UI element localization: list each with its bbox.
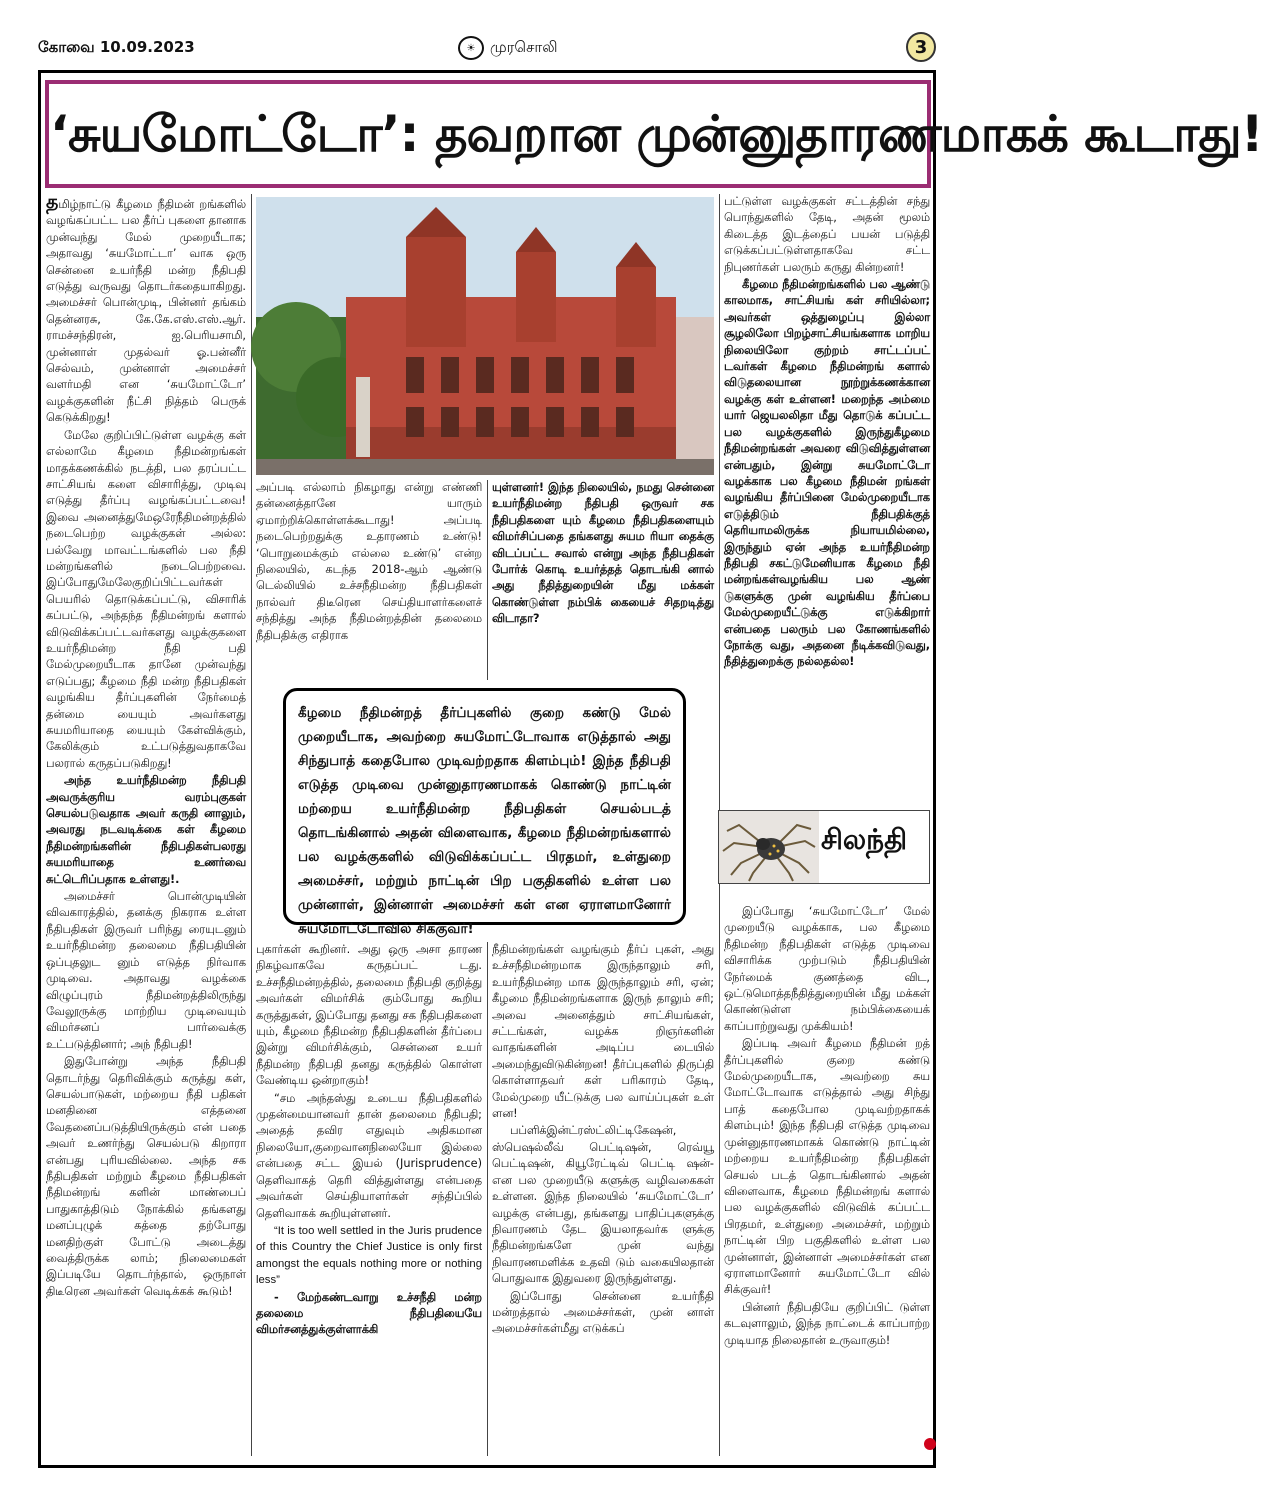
paragraph: பப்ளிக்இன்ட்ரஸ்ட்லிட்டிகேஷன், ஸ்பெஷல்லீவ் பெட்டிஷன், ரெவ்யூ பெட்டிஷன், கியூரேட்டிவ் பெட்டி ஷன்- என பல முறையீடு களுக்கு வழிவகைகள் உள்ளன. இந்த நிலையில் ‘சுயமோட்டோ’ வழக்கு என்பது, தங்களது பாதிப்புகளுக்கு நிவாரணம் தேட இயலாதவர்க ளுக்கு நீதிமன்றங்களே முன் வந்து நிவாரணமளிக்க உதவி டும் வகையிலதான் பொதுவாக இதுவரை இருந்துள்ளது. bbox=[492, 1124, 714, 1286]
paragraph: தமிழ்நாட்டு கீழமை நீதிமன் றங்களில் வழங்கப்பட்ட பல தீர்ப் புகளை தானாக முன்வந்து மேல் முறையீடாக; அதாவது ‘சுயமோட்டா’ வாக ஒரு சென்னை உயர்நீதி மன்ற நீதிபதி எடுத்து வருவது தொடர்கதையாகிறது. அமைச்சர் பொன்முடி, பின்னர் தங்கம் தென்னரசு, கே.கே.எஸ்.எஸ்.ஆர். ராமச்சந்திரன், ஐ.பெரியசாமி, முன்னாள் முதல்வர் ஓ.பன்னீர் செல்வம், முன்னாள் அமைச்சர் வளர்மதி என ‘சுயமோட்டோ’ வழக்குகளின் நீட்சி நித்தம் பெருக் கெடுக்கிறது! bbox=[46, 191, 246, 425]
column-divider bbox=[487, 942, 488, 1456]
page-number-badge: 3 bbox=[906, 32, 936, 62]
author-pen-name: சிலந்தி bbox=[821, 823, 908, 856]
paragraph-bold: - மேற்கண்டவாறு உச்சநீதி மன்ற தலைமை நீதிபதியையே விமர்சனத்துக்குள்ளாக்கி bbox=[256, 1290, 482, 1337]
paragraph: “சம அந்தஸ்து உடைய நீதிபதிகளில் முதன்மையானவர் தான் தலைமை நீதிபதி; அதைத் தவிர எதுவும் அதிகமான நிலையோ,குறைவானநிலையோ இல்லை என்பதை சட்ட இயல் (Jurisprudence) தெளிவாகத் தெரி வித்துள்ளது என்பதை அவர்கள் செய்தியாளர்கள் சந்திப்பில் தெளிவாகக் கூறியுள்ளனர். bbox=[256, 1091, 482, 1220]
page-header bbox=[38, 30, 936, 66]
column-divider bbox=[487, 480, 488, 680]
paragraph: அப்படி எல்லாம் நிகழாது என்று எண்ணி தன்னைத்தானே யாரும் ஏமாற்றிக்கொள்ளக்கூடாது! அப்படி நடைபெற்றதுக்கு உதாரணம் உண்டு! ‘பொறுமைக்கும் எல்லை உண்டு’ என்ற நிலையில், கடந்த 2018-ஆம் ஆண்டு டெல்லியில் உச்சநீதிமன்ற நீதிபதிகள் நால்வர் திடீரென செய்தியாளர்களைச் சந்தித்து அந்த நீதிமன்றத்தின் தலைமை நீதிபதிக்கு எதிராக bbox=[256, 481, 482, 642]
paper-name: முரசொலி bbox=[490, 38, 558, 56]
paragraph-bold: கீழமை நீதிமன்றங்களில் பல ஆண்டு காலமாக, சாட்சியங் கள் சரியில்லா; அவர்கள் ஒத்துழைப்பு இல்லா சூழலிலோ பிறழ்சாட்சியங்களாக மாறிய நிலையிலோ குற்றம் சாட்டப்பட் டவர்கள் கீழமை நீதிமன்றங் களால் விடுதலையான நூற்றுக்கணக்கான வழக்கு கள் உள்ளன! மறைந்த அம்மை யார் ஜெயலலிதா மீது தொடுக் கப்பட்ட பல வழக்குகளில் இருந்துகீழமை நீதிமன்றங்கள் அவரை விடுவித்துள்ளன என்பதும், இன்று சுயமோட்டோ வழக்காக பல கீழமை நீதிமன் றங்கள் வழங்கிய தீர்ப்பினை மேல்முறையீடாக எடுத்திடும் நீதிபதிக்குத் தெரியாமலிருக்க நியாயமில்லை, இருந்தும் ஏன் அந்த உயர்நீதிமன்ற நீதிபதி சகட்டுமேனியாக கீழமை நீதி மன்றங்கள்வழங்கிய பல ஆண் டுகளுக்கு முன் வழங்கிய தீர்ப்பை மேல்முறையீட்டுக்கு எடுக்கிறார் என்பதை பலரும் பல கோணங்களில் நோக்கு வது, அதனை நீடிக்கவிடுவது, நீதித்துறைக்கு நல்லதல்ல! bbox=[724, 278, 930, 669]
pull-quote-box: கீழமை நீதிமன்றத் தீர்ப்புகளில் குறை கண்டு மேல் முறையீடாக, அவற்றை சுயமோட்டோவாக எடுத்தால் அது சிந்துபாத் கதைபோல முடிவற்றதாக கிளம்பும்! இந்த நீதிபதி எடுத்த முடிவை முன்னுதாரணமாகக் கொண்டு நாட்டின் மற்றைய உயர்நீதிமன்ற நீதிபதிகள் செயல்படத் தொடங்கினால் அதன் விளைவாக, கீழமை நீதிமன்றங்களால் பல வழக்குகளில் விடுவிக்கப்பட்ட பிரதமர், உள்துறை அமைச்சர், மற்றும் நாட்டின் பிற பகுதிகளில் உள்ள பல முன்னாள், இன்னாள் அமைச்சர் கள் என ஏராளமானோர் சுயமோட்டோவில் சிக்குவர்! bbox=[283, 688, 686, 925]
paragraph-bold: அந்த உயர்நீதிமன்ற நீதிபதி அவருக்குரிய வரம்புகுகள் செயல்படுவதாக அவர் கருதி னாலும், அவரது நடவடிக்கை கள் கீழமை நீதிமன்றங்களின் நீதிபதிகள்பலரது சுயமரியாதை உணர்வை சுட்டெரிப்பதாக உள்ளது!. bbox=[46, 774, 246, 886]
paragraph: இப்போது சென்னை உயர்நீதி மன்றத்தால் அமைச்சர்கள், முன் னாள் அமைச்சர்கள்மீது எடுக்கப் bbox=[492, 1289, 714, 1336]
building-illustration bbox=[256, 197, 714, 475]
rising-sun-logo-icon: ☀ bbox=[458, 36, 484, 60]
article-column-2-top bbox=[256, 480, 482, 680]
high-court-building-photo bbox=[256, 197, 714, 475]
paragraph: இப்போது ‘சுயமோட்டோ’ மேல் முறையீடு வழக்காக, பல கீழமை நீதிமன்ற நீதிபதிகள் எடுத்த முடிவை விசாரிக்க முற்படும் நீதிபதியின் நேர்மைக் குணத்தை விட, ஒட்டுமொத்தநீதித்துறையின் மீது மக்கள் கொண்டுள்ள நம்பிக்கையைக் காப்பாற்றுவது முக்கியம்! bbox=[724, 905, 930, 1033]
paragraph: புகார்கள் கூறினர். அது ஒரு அசா தாரண நிகழ்வாகவே கருதப்பட் டது. உச்சநீதிமன்றத்தில், தலைமை நீதிபதி குறித்து அவர்கள் விமர்சிக் கும்போது கூறிய கருத்துகள், இப்போது தனது சக நீதிபதிகளை யும், கீழமை நீதிமன்ற நீதிபதிகளின் தீர்ப்பை இன்று விமர்சிக்கும், சென்னை உயர் நீதிமன்ற நீதிபதி தனது கருத்தில் கொள்ள வேண்டிய ஒன்றாகும்! bbox=[256, 943, 482, 1088]
column-divider bbox=[251, 194, 252, 1456]
article-column-2-bottom bbox=[256, 942, 482, 1458]
paragraph: அமைச்சர் பொன்முடியின் விவகாரத்தில், தனக்கு நிகராக உள்ள நீதிபதிகள் இருவர் பரிந்து ரையுடனும் உயர்நீதிமன்ற தலைமை நீதிபதியின் ஒப்புதலுட னும் எடுத்த நிர்வாக முடிவை. அதாவது வழக்கை விழுப்புரம் நீதிமன்றத்திலிருந்து வேலூருக்கு மாற்றிய முடிவையும் விமர்சனப் பார்வைக்கு உட்படுத்தினார்; அந் நீதிபதி! bbox=[46, 890, 246, 1051]
paragraph: பின்னர் நீதிபதியே குறிப்பிட் டுள்ள கடவுளாலும், இந்த நாட்டைக் காப்பாற்ற முடியாத நிலைதான் உருவாகும்! bbox=[724, 1300, 930, 1347]
author-byline-box bbox=[718, 810, 930, 884]
end-mark-dot bbox=[924, 1438, 936, 1450]
headline: ‘சுயமோட்டோ’: தவறான முன்னுதாரணமாகக் கூடாது! bbox=[50, 105, 1263, 163]
drop-cap: த bbox=[46, 191, 59, 213]
paragraph-bold: யுள்ளனர்! இந்த நிலையில், நமது சென்னை உயர்நீதிமன்ற நீதிபதி ஒருவர் சக நீதிபதிகளை யும் கீழமை நீதிபதிகளையும் விமர்சிப்பதை தங்களது சுயம ரியா தைக்கு விடப்பட்ட சவால் என்று அந்த நீதிபதிகள் போர்க் கொடி உயர்த்தத் தொடங்கி னால் அது நீதித்துறையின் மீது மக்கள் கொண்டுள்ள நம்பிக் கையைச் சிதறடித்து விடாதா? bbox=[492, 481, 714, 626]
article-column-4-top bbox=[724, 194, 930, 806]
article-column-4-bottom bbox=[724, 904, 930, 1458]
spider-icon bbox=[719, 811, 819, 883]
paragraph: நீதிமன்றங்கள் வழங்கும் தீர்ப் புகள், அது உச்சநீதிமன்றமாக இருந்தாலும் சரி, உயர்நீதிமன்ற மாக இருந்தாலும் சரி, ஏன்; கீழமை நீதிமன்றங்களாக இருந் தாலும் சரி; அவை அனைத்தும் சாட்சியங்கள், சட்டங்கள், வழக்க றிஞர்களின் வாதங்களின் அடிப்ப டையில் அமைந்துவிடுகின்றன! தீர்ப்புகளில் திருப்தி கொள்ளாதவர் கள் பரிகாரம் தேடி, மேல்முறை யீட்டுக்கு பல வாய்ப்புகள் உள் ளன! bbox=[492, 943, 714, 1121]
article-column-3-top bbox=[492, 480, 714, 680]
masthead bbox=[458, 36, 558, 60]
edition-date: கோவை 10.09.2023 bbox=[38, 38, 195, 56]
paragraph: இப்படி அவர் கீழமை நீதிமன் றத் தீர்ப்புகளில் குறை கண்டு மேல்முறையீடாக, அவற்றை சுய மோட்டோவாக எடுத்தால் அது சிந்து பாத் கதைபோல முடிவற்றதாகக் கிளம்பும்! இந்த நீதிபதி எடுத்த முடிவை முன்னுதாரணமாகக் கொண்டு நாட்டின் மற்றைய உயர்நீதிமன்ற நீதிபதிகள் செயல் படத் தொடங்கினால் அதன் விளைவாக, கீழமை நீதிமன்றங் களால் பல வழக்குகளில் விடுவிக் கப்பட்ட பிரதமர், உள்துறை அமைச்சர், மற்றும் நாட்டின் பிற பகுதிகளில் உள்ள பல முன்னாள், இன்னாள் அமைச்சர்கள் என ஏராளமானோர் சுயமோட்டோ வில் சிக்குவர்! bbox=[724, 1037, 930, 1297]
article-column-3-bottom bbox=[492, 942, 714, 1458]
paragraph: மேலே குறிப்பிட்டுள்ள வழக்கு கள் எல்லாமே கீழமை நீதிமன்றங்கள் மாதக்கணக்கில் நடத்தி, பல தரப்பட்ட சாட்சியங் களை விசாரித்து, முடிவு எடுத்து தீர்ப்பு வழங்கப்பட்டவை! இவை அனைத்துமேஒரேநீதிமன்றத்தில் நடைபெற்ற வழக்குகள் அல்ல: பல்வேறு மாவட்டங்களில் பல நீதி மன்றங்களில் நடைபெற்றவை. இப்போதுமேலேகுறிப்பிட்டவர்கள் பெயரில் தொடுக்கப்பட்டு, விசாரிக் கப்பட்டு, அந்தந்த நீதிமன்றங் களால் விடுவிக்கப்பட்டவர்களது வழக்குகளை உயர்நீதிமன்ற நீதி பதி மேல்முறையீடாக தானே முன்வந்து எடுப்பது; கீழமை நீதி மன்ற நீதிபதிகள் வழங்கிய தீர்ப்புகளின் நேர்மைத் தன்மை யையும் அவர்களது சுயமரியாதை யையும் கேள்விக்கும், கேலிக்கும் உட்படுத்துவதாகவே பலரால் கருதப்படுகிறது! bbox=[46, 428, 246, 770]
paragraph: பட்டுள்ள வழக்குகள் சட்டத்தின் சந்து பொந்துகளில் தேடி, அதன் மூலம் கிடைத்த இடத்தைப் பயன் படுத்தி எடுக்கப்பட்டுள்ளதாகவே சட்ட நிபுணர்கள் பலரும் கருது கின்றனர்! bbox=[724, 195, 930, 274]
article-column-1 bbox=[46, 191, 246, 1458]
paragraph: இதுபோன்று அந்த நீதிபதி தொடர்ந்து தெரிவிக்கும் கருத்து கள், செயல்பாடுகள், மற்றைய நீதி பதிகள் மனதினை எத்தனை வேதனைப்படுத்தியிருக்கும் என் பதை அவர் உணர்ந்து செயல்படு கிறாரா என்பது புரியவில்லை. அந்த சக நீதிபதிகள் மற்றும் கீழமை நீதிபதிகள் நீதிமன்றங் களின் மாண்பைப் பாதுகாத்திடும் நோக்கில் தங்களது மனப்புழுக் கத்தை தற்போது மனதிற்குள் போட்டு அடைத்து வைத்திருக்க லாம்; நிலைமைகள் இப்படியே தொடர்ந்தால், ஒருநாள் திடீரென அவர்கள் வெடிக்கக் கூடும்! bbox=[46, 1055, 246, 1298]
english-quote: “It is too well settled in the Juris prudence of this Country the Chief Justice is only first amongst the equals nothing more or nothing less” bbox=[256, 1224, 482, 1287]
